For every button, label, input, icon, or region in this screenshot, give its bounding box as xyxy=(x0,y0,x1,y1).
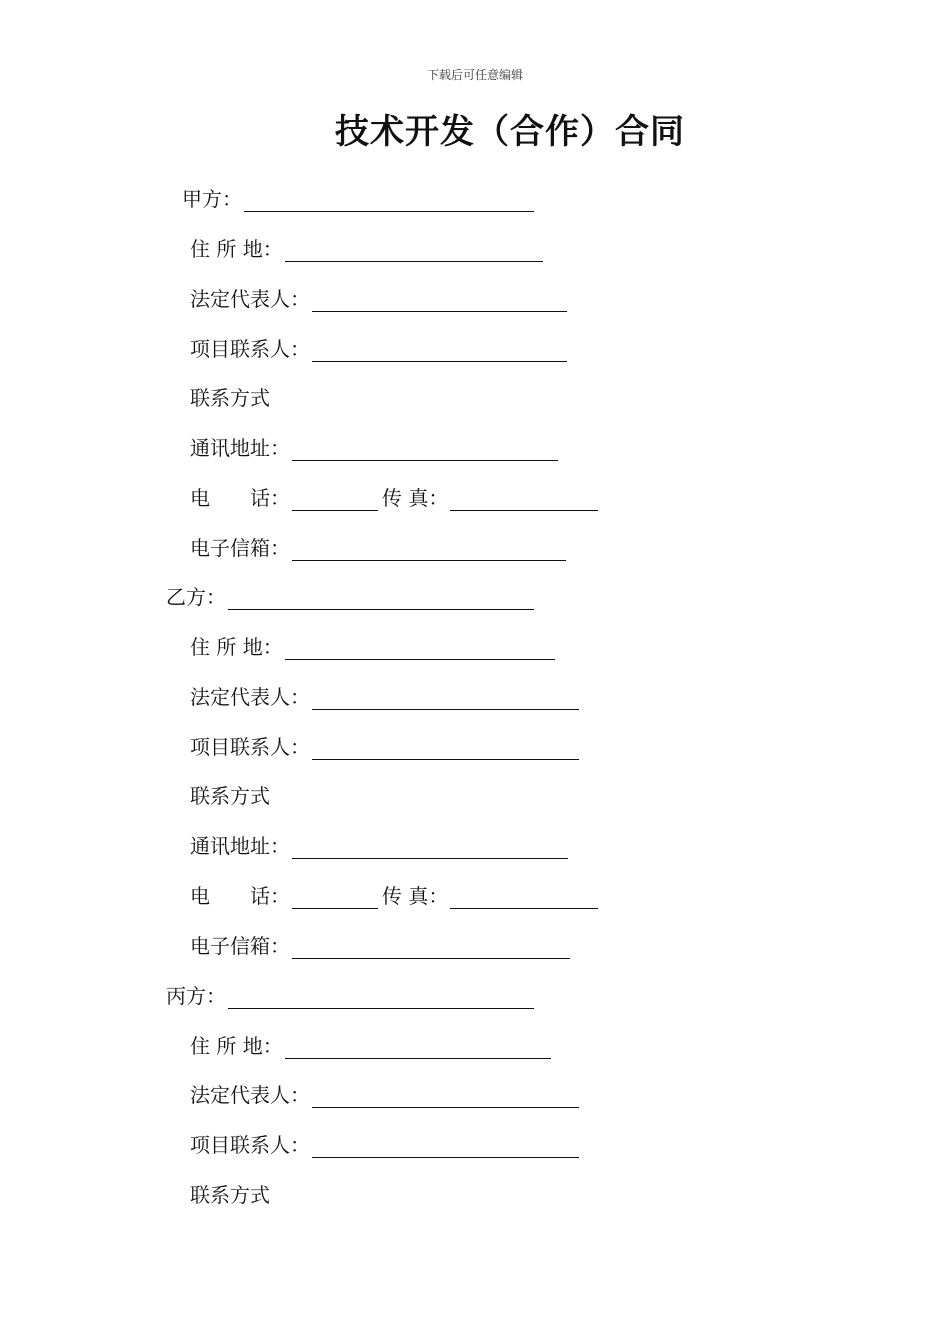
party-b-name-row xyxy=(166,584,534,610)
party-a-phone-field[interactable] xyxy=(292,490,378,511)
party-a-mailing-address-row xyxy=(190,435,558,461)
party-b-mailing-address-row xyxy=(190,833,568,859)
party-b-contact-section-label: 联系方式 xyxy=(190,784,270,808)
party-c-address-label: 住 所 地： xyxy=(190,1034,283,1058)
party-c-project-contact-field[interactable] xyxy=(312,1137,579,1158)
party-a-phone-fax-row xyxy=(190,485,598,511)
party-c-name-field[interactable] xyxy=(228,988,534,1009)
party-b-contact-section xyxy=(190,783,270,809)
party-a-email-row xyxy=(190,535,566,561)
party-b-project-contact-row xyxy=(190,734,579,760)
party-a-fax-label: 传 真： xyxy=(382,486,449,510)
party-a-address-row xyxy=(190,236,543,262)
party-b-name-label: 乙方： xyxy=(166,585,226,609)
document-title: 技术开发（合作）合同 xyxy=(335,112,685,152)
party-a-fax-field[interactable] xyxy=(450,490,598,511)
party-a-address-label: 住 所 地： xyxy=(190,237,283,261)
party-c-name-label: 丙方： xyxy=(166,984,226,1008)
party-a-email-field[interactable] xyxy=(292,540,566,561)
party-a-legal-rep-row xyxy=(190,286,567,312)
party-b-phone-field[interactable] xyxy=(292,888,378,909)
party-a-name-field[interactable] xyxy=(244,191,534,212)
party-a-contact-section xyxy=(190,385,270,411)
party-a-name-row xyxy=(182,186,534,212)
party-a-contact-section-label: 联系方式 xyxy=(190,386,270,410)
party-b-legal-rep-label: 法定代表人： xyxy=(190,685,310,709)
party-a-address-field[interactable] xyxy=(285,241,543,262)
party-b-project-contact-label: 项目联系人： xyxy=(190,735,310,759)
party-a-legal-rep-label: 法定代表人： xyxy=(190,287,310,311)
party-c-address-field[interactable] xyxy=(285,1038,551,1059)
party-b-fax-field[interactable] xyxy=(450,888,598,909)
party-c-contact-section-label: 联系方式 xyxy=(190,1183,270,1207)
party-b-email-label: 电子信箱： xyxy=(190,934,290,958)
party-c-contact-section xyxy=(190,1182,270,1208)
party-b-legal-rep-row xyxy=(190,684,579,710)
party-a-phone-label: 电 话： xyxy=(190,486,290,510)
party-a-legal-rep-field[interactable] xyxy=(312,291,567,312)
party-b-address-row xyxy=(190,634,555,660)
party-a-email-label: 电子信箱： xyxy=(190,536,290,560)
party-c-address-row xyxy=(190,1033,551,1059)
party-a-mailing-address-field[interactable] xyxy=(292,440,558,461)
party-b-phone-fax-row xyxy=(190,883,598,909)
party-a-project-contact-field[interactable] xyxy=(312,341,567,362)
party-b-project-contact-field[interactable] xyxy=(312,739,579,760)
party-a-project-contact-row xyxy=(190,336,567,362)
party-c-legal-rep-row xyxy=(190,1082,579,1108)
party-c-project-contact-row xyxy=(190,1132,579,1158)
party-b-email-field[interactable] xyxy=(292,938,570,959)
party-a-mailing-address-label: 通讯地址： xyxy=(190,436,290,460)
party-b-address-field[interactable] xyxy=(285,639,555,660)
party-a-project-contact-label: 项目联系人： xyxy=(190,337,310,361)
party-c-legal-rep-label: 法定代表人： xyxy=(190,1083,310,1107)
party-b-name-field[interactable] xyxy=(228,589,534,610)
party-b-fax-label: 传 真： xyxy=(382,884,449,908)
party-b-legal-rep-field[interactable] xyxy=(312,689,579,710)
party-c-legal-rep-field[interactable] xyxy=(312,1087,579,1108)
party-b-address-label: 住 所 地： xyxy=(190,635,283,659)
party-a-name-label: 甲方： xyxy=(182,187,242,211)
party-c-project-contact-label: 项目联系人： xyxy=(190,1133,310,1157)
party-b-phone-label: 电 话： xyxy=(190,884,290,908)
header-note: 下载后可任意编辑 xyxy=(426,68,523,82)
party-c-name-row xyxy=(166,983,534,1009)
party-b-email-row xyxy=(190,933,570,959)
party-b-mailing-address-label: 通讯地址： xyxy=(190,834,290,858)
party-b-mailing-address-field[interactable] xyxy=(292,838,568,859)
